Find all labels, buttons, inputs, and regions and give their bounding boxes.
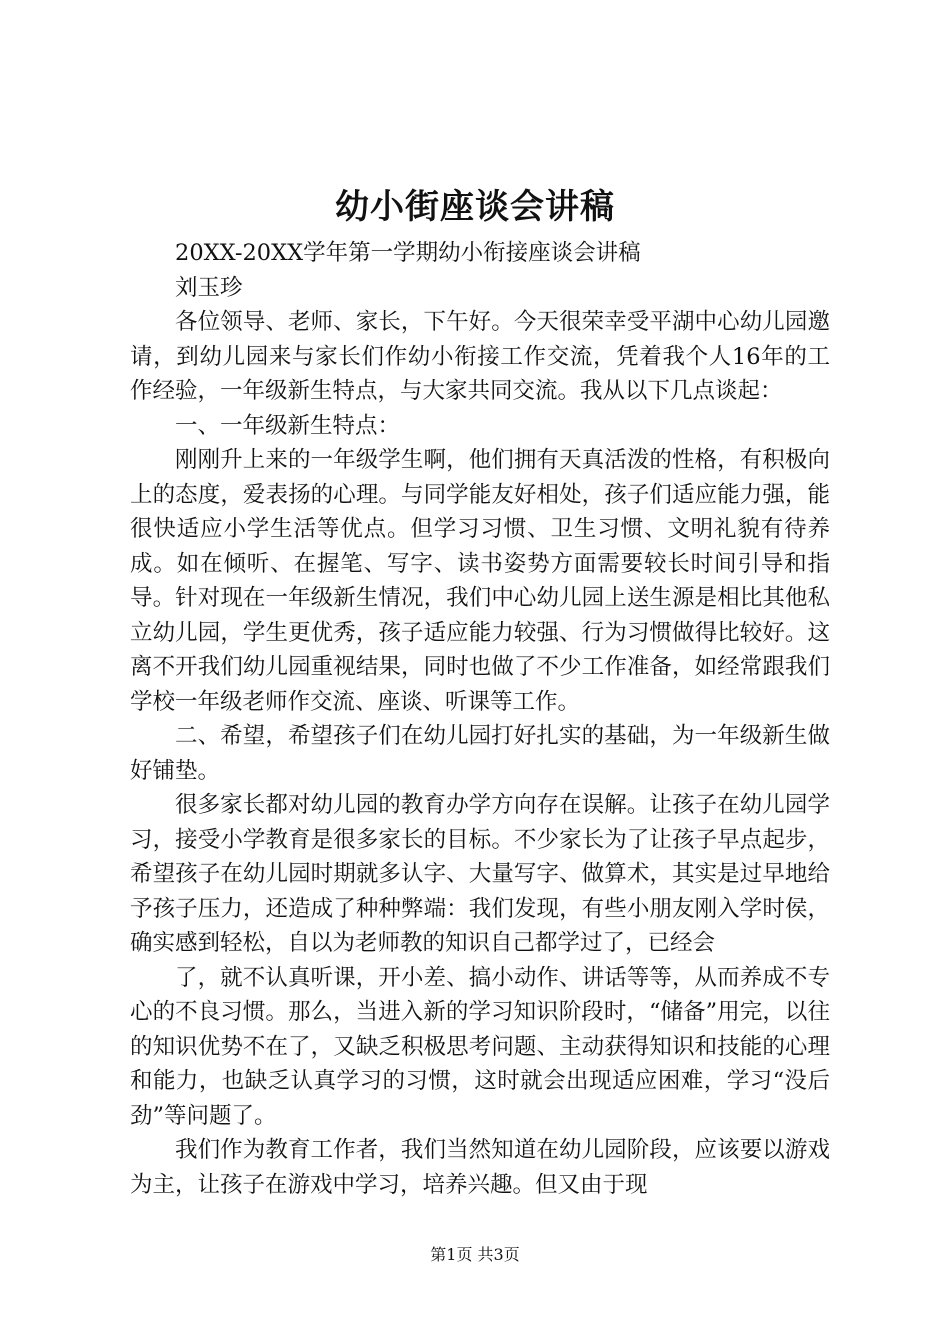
section-heading-2: 二、希望，希望孩子们在幼儿园打好扎实的基础，为一年级新生做好铺垫。 xyxy=(130,723,830,784)
section-heading-1: 一、一年级新生特点： xyxy=(175,412,401,439)
paragraph-misunderstanding: 很多家长都对幼儿园的教育办学方向存在误解。让孩子在幼儿园学习，接受小学教育是很多家长的目标。不少家长为了让孩子早点起步，希望孩子在幼儿园时期就多认字、大量写字、做算术，其实是过早地给予孩子压力，还造成了种种弊端：我们发现，有些小朋友刚入学时侯，确实感到轻松，自以为老师教的知识自己都学过了，已经会 xyxy=(130,792,830,956)
paragraph-author: 刘玉珍 xyxy=(175,274,243,301)
paragraph-section-1: 刚刚升上来的一年级学生啊，他们拥有天真活泼的性格，有积极向上的态度，爱表扬的心理。与同学能友好相处，孩子们适应能力强，能很快适应小学生活等优点。但学习习惯、卫生习惯、文明礼貌有待养成。如在倾听、在握笔、写字、读书姿势方面需要较长时间引导和指导。针对现在一年级新生情况，我们中心幼儿园上送生源是相比其他私立幼儿园，学生更优秀，孩子适应能力较强、行为习惯做得比较好。这离不开我们幼儿园重视结果，同时也做了不少工作准备，如经常跟我们学校一年级老师作交流、座谈、听课等工作。 xyxy=(130,447,830,715)
document-body xyxy=(130,236,830,1202)
paragraph-subtitle: 20XX-20XX学年第一学期幼小衔接座谈会讲稿 xyxy=(175,240,641,266)
document-title: 幼小街座谈会讲稿 xyxy=(335,187,615,227)
paragraph-greeting: 各位领导、老师、家长，下午好。今天很荣幸受平湖中心幼儿园邀请，到幼儿园来与家长们作幼小衔接工作交流，凭着我个人16年的工作经验，一年级新生特点，与大家共同交流。我从以下几点谈起： xyxy=(130,309,830,404)
page-number-footer: 第1页 共3页 xyxy=(430,1245,520,1264)
paragraph-habits: 了，就不认真听课，开小差、搞小动作、讲话等等，从而养成不专心的不良习惯。那么，当进入新的学习知识阶段时，“储备”用完，以往的知识优势不在了，又缺乏积极思考问题、主动获得知识和技能的心理和能力，也缺乏认真学习的习惯，这时就会出现适应困难，学习“没后劲”等问题了。 xyxy=(130,964,830,1129)
paragraph-educators: 我们作为教育工作者，我们当然知道在幼儿园阶段，应该要以游戏为主，让孩子在游戏中学习，培养兴趣。但又由于现 xyxy=(130,1137,830,1198)
